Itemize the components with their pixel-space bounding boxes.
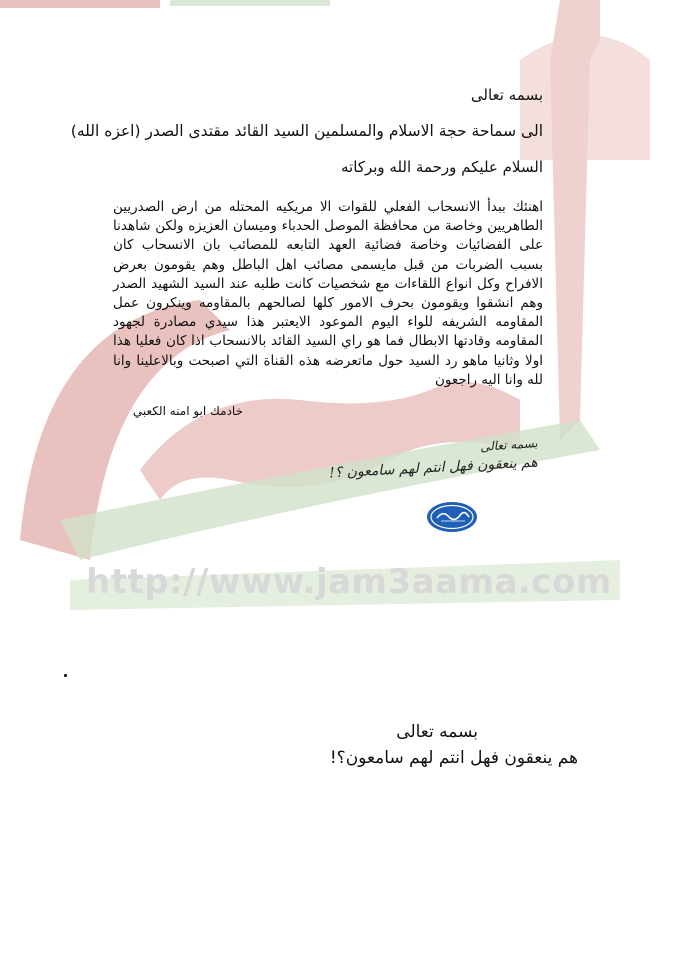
handwritten-line-1: بسمه تعالى <box>479 436 539 454</box>
letter-opening: بسمه تعالى <box>470 86 543 104</box>
letter-greeting: السلام عليكم ورحمة الله وبركاته <box>341 158 543 176</box>
watermark-top-red <box>0 0 160 8</box>
transcription-line-1: بسمه تعالى <box>396 722 478 742</box>
watermark-url: http://www.jam3aama.com <box>86 562 612 602</box>
watermark-top-green <box>170 0 330 6</box>
transcription-line-2: هم ينعقون فهل انتم لهم سامعون؟! <box>329 748 578 768</box>
stray-dot <box>64 674 67 677</box>
handwritten-line-2: هم ينعقون فهل انتم لهم سامعون ؟! <box>328 454 539 482</box>
letter-body-text: اهنئك ببدأ الانسحاب الفعلي للقوات الا مريكيه المحتله من ارض الصدريين الطاهريين وخاصة من محافظة الموصل الحدباء وميسان العزيزه ولكن شاهدنا على الفضائيات وخاصة فضائية العهد التابعه للمصائب بان الانسحاب كان بسبب الضربات من قبل مايسمى مصائب اهل الباطل وهم يقومون بعرض الافراح وكل انواع اللقاءات مع شخصيات كانت طلبه عند السيد الشهيد الصدر وهم انشقوا ويقومون بحرف الامور كلها لصالحهم بالمقاومه وينكرون عمل المقاومه الشريفه للواء اليوم الموعود الايعتبر هذا سيدي مصادرة لجهود المقاومه وقادتها الابطال فما هو راي السيد القائد بالانسحاب اذا كان فعليا هذا اولا وثانيا ماهو رد السيد حول ماتعرضه هذه القناة التي اصبحت وبالاعلينا وانا لله وانا اليه راجعون <box>113 199 543 388</box>
letter-body <box>113 198 543 390</box>
seal-stamp <box>425 500 479 534</box>
letter-signature: خادمك ابو امنه الكعبي <box>132 404 243 418</box>
letter-addressee: الى سماحة حجة الاسلام والمسلمين السيد القائد مقتدى الصدر (اعزه الله) <box>70 122 543 140</box>
